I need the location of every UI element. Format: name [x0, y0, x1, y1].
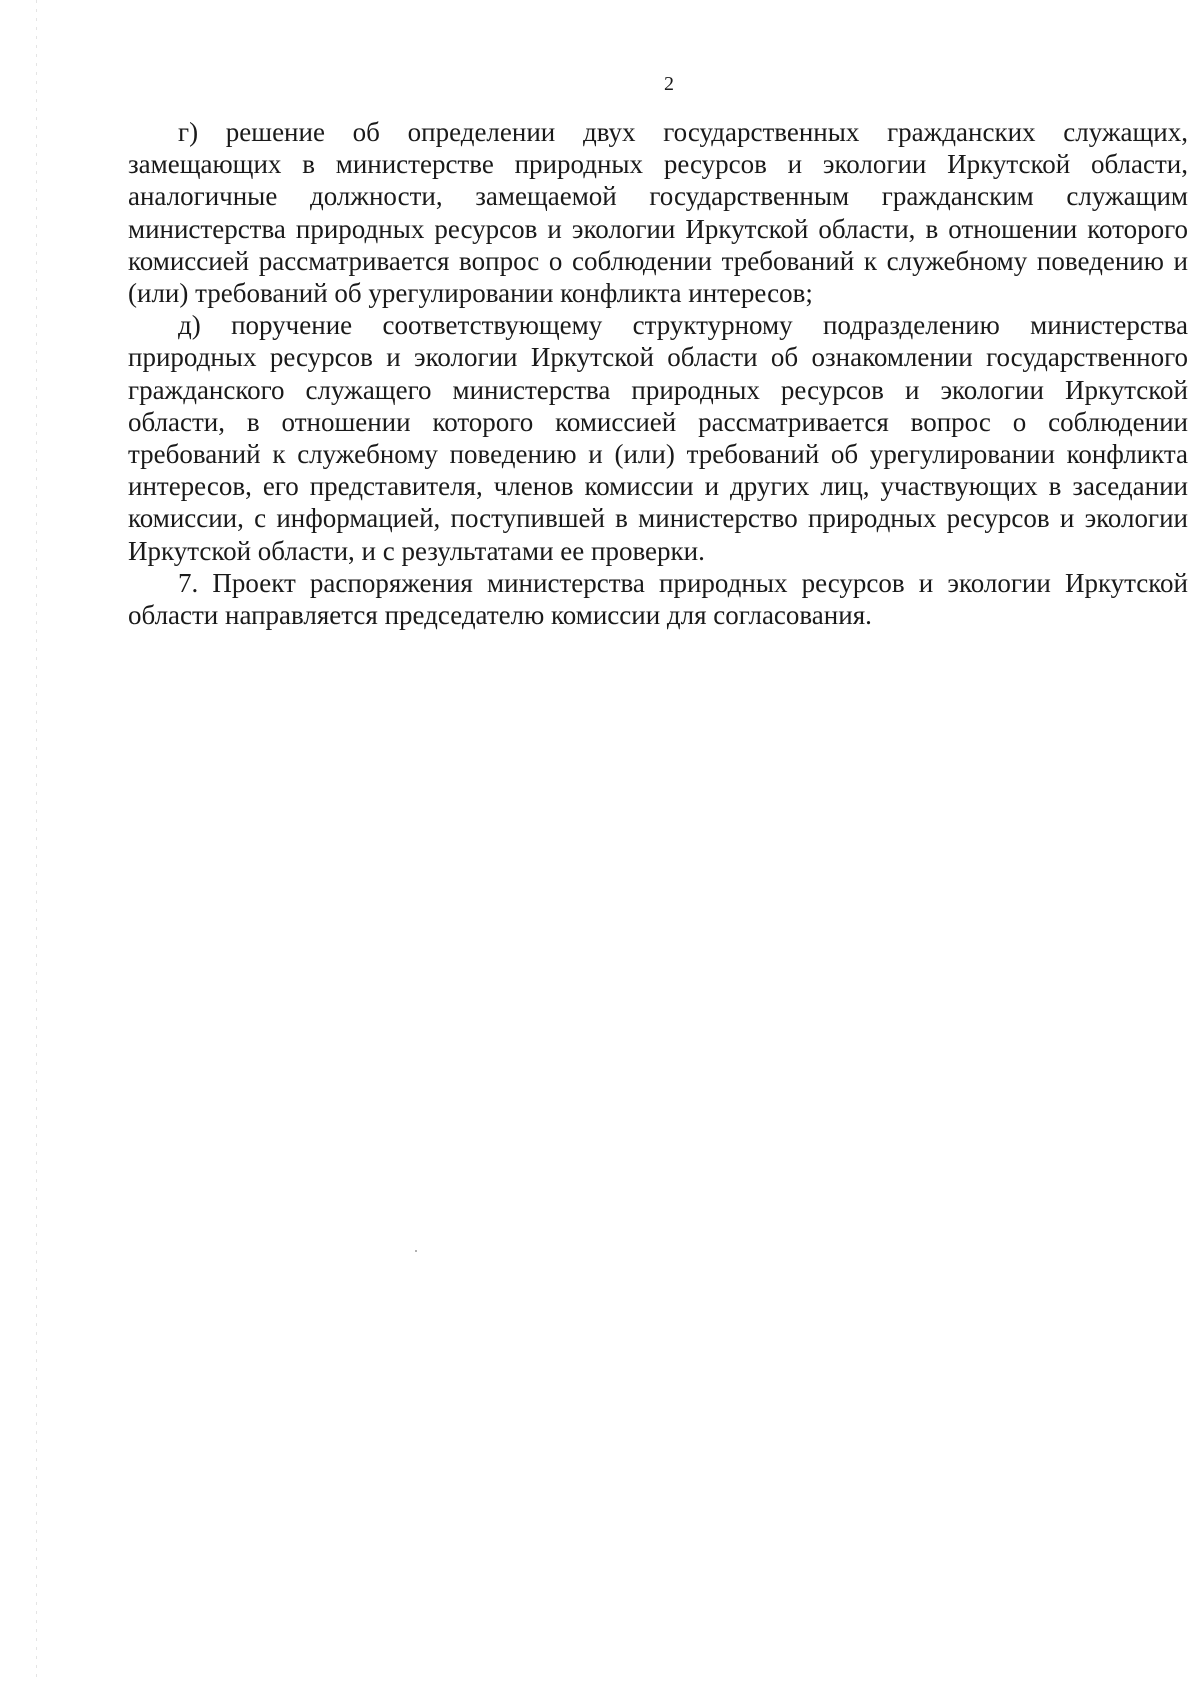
scan-edge-artifact: [36, 0, 37, 1683]
paragraph-clause-7: 7. Проект распоряжения министерства природных ресурсов и экологии Иркутской области направляется председателю комиссии для согласования.: [128, 567, 1188, 631]
scan-speck: [415, 1250, 417, 1252]
paragraph-item-d: д) поручение соответствующему структурному подразделению министерства природных ресурсов и экологии Иркутской области об ознакомлении государственного гражданского служащего министерства природных ресурсов и экологии Иркутской области, в отношении которого комиссией рассматривается вопрос о соблюдении требований к служебному поведению и (или) требований об урегулировании конфликта интересов, его представителя, членов комиссии и других лиц, участвующих в заседании комиссии, с информацией, поступившей в министерство природных ресурсов и экологии Иркутской области, и с результатами ее проверки.: [128, 310, 1188, 566]
paragraph-item-g: г) решение об определении двух государственных гражданских служащих, замещающих в министерстве природных ресурсов и экологии Иркутской области, аналогичные должности, замещаемой государственным гражданским служащим министерства природных ресурсов и экологии Иркутской области, в отношении которого комиссией рассматривается вопрос о соблюдении требований к служебному поведению и (или) требований об урегулировании конфликта интересов;: [128, 117, 1188, 309]
document-body: [128, 116, 1188, 631]
page-number: 2: [664, 73, 674, 95]
